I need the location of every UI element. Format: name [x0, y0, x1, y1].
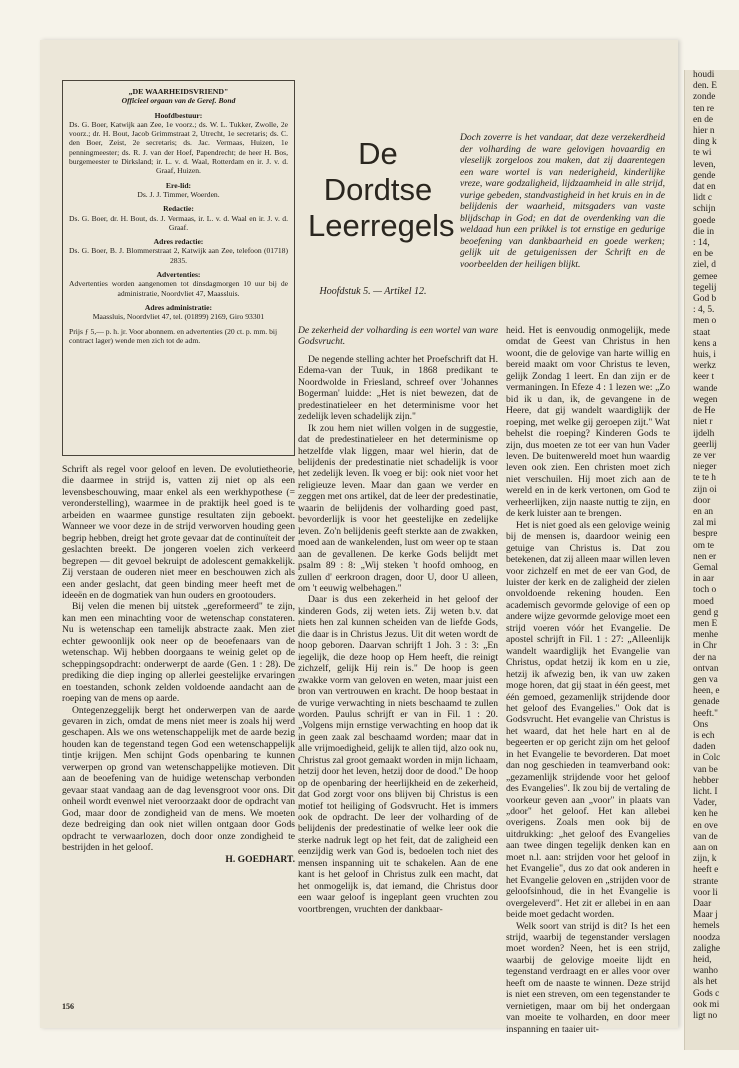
next-page-line: schijn [693, 204, 716, 215]
next-page-line: moed [693, 596, 714, 607]
next-page-line: hier n [693, 126, 715, 137]
next-page-line: kens a [693, 338, 717, 349]
next-page-line: voor li [693, 887, 718, 898]
article-title [308, 136, 455, 244]
next-page-line: van de [693, 831, 718, 842]
next-page-line: geerlij [693, 439, 717, 450]
honorary-heading: Ere-lid: [165, 180, 192, 190]
left-paragraph-2: Bij velen die menen bij uitstek „gereformeerd" te zijn, kan men een minachting voor de wetenschap constateren. Nu is wetenschap een tamelijk abstracte zaak. Men ziet echter gewoonlijk ook neer op de beoefenaars van de wetenschap. Wij hebben doorgaans te weinig gelet op de scheppingsopdracht: onderwerpt de aarde (Gen. 1 : 28). De prediking die diep inging op allerlei geestelijke ervaringen en toestanden, schonk zelden voldoende aandacht aan de roeping van de mens op aarde. [62, 601, 295, 705]
editors: Ds. G. Boer, dr. H. Bout, ds. J. Vermaas, ir. L. v. d. Waal en ir. J. v. d. Graaf. [69, 213, 288, 232]
masthead-box [62, 80, 295, 456]
next-page-line: noodza [693, 932, 721, 943]
next-page-line: in Chr [693, 641, 717, 652]
middle-paragraph-2: Ik zou hem niet willen volgen in de suggestie, dat de predestinatieleer en het determinisme op hetzelfde vlak liggen, maar wel hierin, dat de belijdenis der predestinatie niet schadelijk is voor het zedelijk leven. Ik voeg er bij: ook niet voor het religieuze leven. Maar dan gaan we verder en zeggen met ons artikel, dat de leer der predestinatie, waarin de belijdenis der volharding goed past, bevorderlijk is voor het geestelijke en zedelijke leven. Zo'n belijdenis geeft sterkte aan de zwakken, moed aan de wankelenden, lust om weer op te staan aan de gevallenen. De kerke Gods belijdt met psalm 89 : 8: „Wij steken 't hoofd omhoog, en zullen d' eerkroon dragen, door U, door U alleen, om 't eeuwig welbehagen." [298, 422, 498, 594]
next-page-line: goede [693, 215, 716, 226]
next-page-line: aan on [693, 843, 718, 854]
title-line-1: De [358, 136, 398, 171]
next-page-line: ook mi [693, 999, 720, 1010]
next-page-line: die in [693, 226, 715, 237]
next-page-line: van be [693, 764, 718, 775]
next-page-edge [684, 70, 739, 1050]
masthead-title: „DE WAARHEIDSVRIEND" [128, 87, 229, 96]
address-heading: Adres redactie: [153, 237, 204, 247]
article-lede: De zekerheid der volharding is een wortel van ware Godsvrucht. [298, 325, 498, 348]
next-page-line: den. E [693, 81, 717, 92]
admin-address: Maassluis, Noordvliet 47, tel. (01899) 2169, Giro 93301 [92, 312, 265, 322]
right-paragraph-2: Het is niet goed als een gelovige weinig bij de mensen is, daardoor weinig een getuige van Christus is. Dat zou betekenen, dat zij alleen maar willen leven voor zichzelf en met de eer van God, de luister der kerk en de zaligheid der zielen onvoldoende rekening houden. Een academisch gevormde gelovige of een op andere wijze gevormde gelovige moet een strijd voeren vóór het Evangelie. De apostel schrijft in Fil. 1 : 27: „Alleenlijk wandelt waardiglijk het Evangelie van Christus, opdat hetzij ik kom en u zie, hetzij ik afwezig ben, ik van uw zaken moge horen, dat gij staat in één geest, met één gemoed, gezamenlijk strijdende door het geloof des Evangelies." Ook dat is Godsvrucht. Het evangelie van Christus is het waard, dat het hele hart en al de begeerten er op gericht zijn om het geloof in het Evangelie te bevorderen. Dat moet dan nog geschieden in teamverband ook: „gezamenlijk strijdende voor het geloof des Evangelies". Ik zou bij de vertaling de voorkeur geven aan „voor" in plaats van „door" het geloof. Het kan allebei overigens. Zoals men ook bij de uitdrukking: „het geloof des Evangelies aan twee dingen tegelijk denken kan en moet n.l. aan: strijden voor het geloof in het Evangelie", dus zo dat ook anderen in het Evangelie geloven en „strijden voor de geloofsinhoud, die in het Evangelie is overgeleverd". Het zit er allebei in en aan beide moet gedacht worden. [506, 519, 670, 921]
next-page-line: ziel, d [693, 260, 716, 271]
right-column [506, 325, 670, 1035]
next-page-line: houdi [693, 70, 715, 80]
next-page-line: in Colc [693, 753, 721, 764]
next-page-line: Vader, [693, 798, 717, 809]
next-page-line: daden [693, 742, 716, 753]
next-page-line: strante [693, 876, 718, 887]
article-subtitle: Hoofdstuk 5. — Artikel 12. [319, 286, 427, 297]
next-page-line: zijn, k [693, 854, 717, 865]
next-page-line: Maar j [693, 910, 718, 921]
next-page-line: hemels [693, 921, 720, 932]
middle-paragraph-1: De negende stelling achter het Proefschrift dat H. Edema-van der Tuuk, in 1868 predikant te Noordwolde in Friesland, schreef over 'Johannes Bogerman' luidde: „Het is niet bewezen, dat de predestinatieleer en het determinisme voor het zedelijk leven schadelijk zijn." [298, 353, 498, 423]
next-page-line: te te h [693, 473, 716, 484]
next-page-line: zonde [693, 92, 716, 103]
next-page-line: wande [693, 383, 718, 394]
next-page-line: menhe [693, 630, 718, 641]
right-paragraph-3: Welk soort van strijd is dit? Is het een strijd, waarbij de tegenstander verslagen moet worden? Neen, het is een strijd, waarbij de gelovige moeite lijdt en tegenstand verdraagt en er alles voor over heeft om de naaste te winnen. Deze strijd is niet een streven, om een tegenstander te vernietigen, maar om bij het ondergaan van moeite te volharden, en door meer inspanning en taaier uit- [506, 920, 670, 1035]
admin-heading: Adres administratie: [144, 302, 213, 312]
title-line-2: Dordtse [323, 172, 433, 207]
next-page-line: zalighe [693, 943, 721, 954]
next-page-line: lidt c [693, 193, 713, 204]
next-page-line: gend g [693, 607, 719, 618]
next-page-line: tegelij [693, 282, 717, 293]
next-page-line: hebber [693, 775, 719, 786]
next-page-line: ontvan [693, 663, 719, 674]
masthead-subtitle: Officieel orgaan van de Geref. Bond [121, 96, 236, 106]
next-page-line: en ove [693, 820, 718, 831]
ads-heading: Advertenties: [156, 270, 201, 280]
next-page-line: ten re [693, 103, 715, 114]
next-page-line: Daar [693, 899, 712, 910]
next-page-line: nieger [693, 462, 717, 473]
next-page-line: : 4, 5. [693, 305, 715, 316]
page-number: 156 [62, 1002, 74, 1011]
next-page-line: en an [693, 506, 714, 517]
next-page-line: staat [693, 327, 711, 338]
board-heading: Hoofdbestuur: [154, 110, 203, 120]
board-members: Ds. G. Boer, Katwijk aan Zee, 1e voorz.; ds. W. L. Tukker, Zwolle, 2e voorz.; dr. H. Bout, Jacob Grimmstraat 2, Utrecht, 1e secretaris; ds. C. den Boer, Zeist, 2e secretaris; ds. Jac. Vermaas, Huizen, 1e penningmeester; ds. R. J. van der Hoef, Papendrecht; de heer H. Bos, burgemeester te Dirksland; ir. L. v. d. Waal, Rotterdam en ir. J. v. d. Graaf, Huizen. [69, 119, 288, 176]
next-page-line: te wi [693, 148, 712, 159]
left-paragraph-3: Ontegenzeggelijk bergt het onderwerpen van de aarde gevaren in zich, omdat de mens niet meer is zoals hij werd geschapen. Als we ons wetenschappelijk met de aarde bezig houden kan de tegenstand tegen God een wetenschappelijk tintje krijgen. Men schijnt Gods openbaring te kunnen verwerpen op grond van wetenschappelijke motieven. Dit aan de beoefening van de huidige wetenschap verbonden gevaar staat vandaag aan de dag levensgroot voor ons. Dit onheil wordt evenwel niet veroorzaakt door de opdracht van God, maar door de zondigheid van de mens. We moeten deze bedreiging dan ook niet willen ontgaan door Gods opdracht te verwaarlozen, doch door onze zondigheid te bestrijden in het geloof. [62, 704, 295, 853]
next-page-line: heid, [693, 955, 712, 966]
next-page-line: huis, i [693, 350, 716, 361]
next-page-line: God b [693, 294, 717, 305]
editors-heading: Redactie: [163, 204, 194, 214]
middle-paragraph-3: Daar is dus een zekerheid in het geloof der kinderen Gods, zij weten iets. Zij weten b.v. dat niets hen zal kunnen scheiden van de liefde Gods, die daar is in Christus Jezus. Uit dit weten wordt de hoop geboren. Daarvan schrijft 1 Joh. 3 : 3: „En iegelijk, die deze hoop op Hem heeft, die reinigt zichzelf, gelijk Hij rein is." De hoop is geen zwakke vorm van geloven en weten, maar juist een bron van vertrouwen en kracht. De hoop bestaat in de vurige verwachting in niets beschaamd te zullen worden. Paulus schrijft er van in Fil. 1 : 20. „Volgens mijn ernstige verwachting en hoop dat ik in geen zaak zal beschaamd worden; maar dat in alle vrijmoedigheid, gelijk te allen tijd, alzo ook nu, Christus zal groot gemaakt worden in mijn lichaam, hetzij door het leven, hetzij door de dood." De hoop op de openbaring der heerlijkheid en de zekerheid, dat God zorgt voor ons blijven bij Christus is een motief tot heiliging of Godsvrucht. Het is immers ook de opdracht. De leer der volharding of de belijdenis der predestinatie of welke leer ook die sterke nadruk legt op het feit, dat de zaligheid een eenzijdig werk van God is, bedoelen toch niet des mensen inspanning uit te schakelen. Aan de ene kant is het geloof in Christus zulk een macht, dat het onmogelijk is, dat iemand, die Christus door een waar geloof is ingeplant geen vruchten zou voortbrengen, vruchten der dankbaar- [298, 594, 498, 915]
next-page-line: gemee [693, 271, 718, 282]
next-page-line: leven, [693, 159, 716, 170]
next-page-line: dat en [693, 182, 716, 193]
next-page-line: heeft." [693, 708, 718, 719]
next-page-line: heeft e [693, 865, 719, 876]
next-page-line: toch o [693, 585, 717, 596]
next-page-line: niet r [693, 417, 713, 428]
editor-address: Ds. G. Boer, B. J. Blommerstraat 2, Katwijk aan Zee, telefoon (01718) 2835. [69, 246, 288, 265]
next-page-line: zal mi [693, 518, 717, 529]
next-page-line: en de [693, 114, 714, 125]
next-page-line: : 14, [693, 238, 710, 249]
middle-column [298, 325, 498, 915]
next-page-line: ding k [693, 137, 717, 148]
next-page-line: der na [693, 652, 717, 663]
next-page-line: zijn oi [693, 484, 717, 495]
next-page-line: de He [693, 406, 716, 417]
next-page-line: bespre [693, 529, 718, 540]
next-page-line: als het [693, 977, 718, 988]
title-line-3: Leerregels [308, 208, 455, 243]
left-column [62, 464, 295, 866]
next-page-line: ligt no [693, 1011, 718, 1022]
next-page-line: men E [693, 618, 718, 629]
next-page-line: gen va [693, 674, 718, 685]
next-page-line: heen, e [693, 686, 720, 697]
next-page-line: keer t [693, 372, 715, 383]
next-page-line: men o [693, 316, 717, 327]
next-page-line: genade [693, 697, 720, 708]
honorary-member: Ds. J. J. Timmer, Woerden. [137, 189, 220, 199]
right-paragraph-1: heid. Het is eenvoudig onmogelijk, mede omdat de Geest van Christus in hen woont, die de gelovige van harte willig en bereid maakt om voor Christus te leven, gelijk Zondag 1 leert. En dan zijn er de vermaningen. In Efeze 4 : 1 lezen we: „Zo bid ik u dan, ik, de gevangene in de Heere, dat gij wandelt waardiglijk der roeping, met welke gij geroepen zijt." Wat behelst die roeping? Kinderen Gods te zijn, dus moeten ze tot eer van hun Vader leven. De buitenwereld moet hun waardig leven ook zien. Een christen moet zich niet verschuilen. Hij moet zich aan de wereld en in de kerk vertonen, om God te verheerlijken, zijn naaste nuttig te zijn, en de kerk luister aan te brengen. [506, 325, 670, 520]
next-page-line: in aar [693, 574, 715, 585]
next-page-line: Gemal [693, 562, 718, 573]
magazine-page [40, 40, 678, 1035]
next-page-line: is ech [693, 730, 715, 741]
next-page-line: wanho [693, 966, 718, 977]
next-page-line: en be [693, 249, 714, 260]
next-page-line: wegen [693, 394, 718, 405]
author-signature: H. GOEDHART. [225, 854, 295, 866]
next-page-line: ze ver [693, 450, 716, 461]
article-quote: Doch zoverre is het vandaar, dat deze verzekerdheid der volharding de ware gelovigen hovaardig en vleselijk zorgeloos zou maken, dat zij daarentegen een ware wortel is van nederigheid, kinderlijke vreze, ware godzaligheid, lijdzaamheid in alle strijd, vurige gebeden, standvastigheid in het kruis en in de belijdenis der waarheid, mitsgaders van vaste blijdschap in God; en dat de overdenking van die weldaad hun een prikkel is tot ernstige en gedurige beoefening van dankbaarheid en goede werken; gelijk uit de getuigenissen der Schrift en de voorbeelden der heiligen blijkt. [460, 132, 665, 270]
next-page-line: licht. I [693, 787, 718, 797]
next-page-line: gende [693, 170, 716, 181]
next-page-line: door [693, 495, 711, 506]
next-page-line: Gods c [693, 988, 720, 999]
next-page-line: ijdelh [693, 428, 715, 439]
next-page-line: ken he [693, 809, 718, 820]
left-paragraph-1: Schrift als regel voor geloof en leven. De evolutietheorie, die daarmee in strijd is, vatten zij niet op als een levensbeschouwing, maar enkel als een werkhypothese (= veronderstelling), waarmee in de praktijk heel goed is te arbeiden en waarmee gunstige resultaten zijn geboekt. Wanneer we voor deze in de strijd verworven houding geen begrip hebben, dreigt het grote gevaar dat de continuïteit der geslachten breekt. De jongeren voelen zich verkeerd begrepen — dit gevoel bekruipt de adolescent gemakkelijk. Zij verstaan de ouderen niet meer en beschouwen zich als een ander geslacht, dat geen binding meer heeft met de ideeën en de dogmatiek van hun ouders en grootouders. [62, 464, 295, 601]
next-page-line: nen er [693, 551, 717, 562]
next-page-line: om te [693, 540, 715, 551]
next-page-line: werkz [693, 361, 716, 372]
ads-info: Advertenties worden aangenomen tot dinsdagmorgen 10 uur bij de administratie, Noordvliet 47, Maassluis. [69, 279, 288, 298]
next-page-line: Ons [693, 719, 709, 730]
subscription-price: Prijs ƒ 5,— p. h. jr. Voor abonnem. en advertenties (20 ct. p. mm. bij contract lager) wende men zich tot de adm. [69, 326, 278, 345]
